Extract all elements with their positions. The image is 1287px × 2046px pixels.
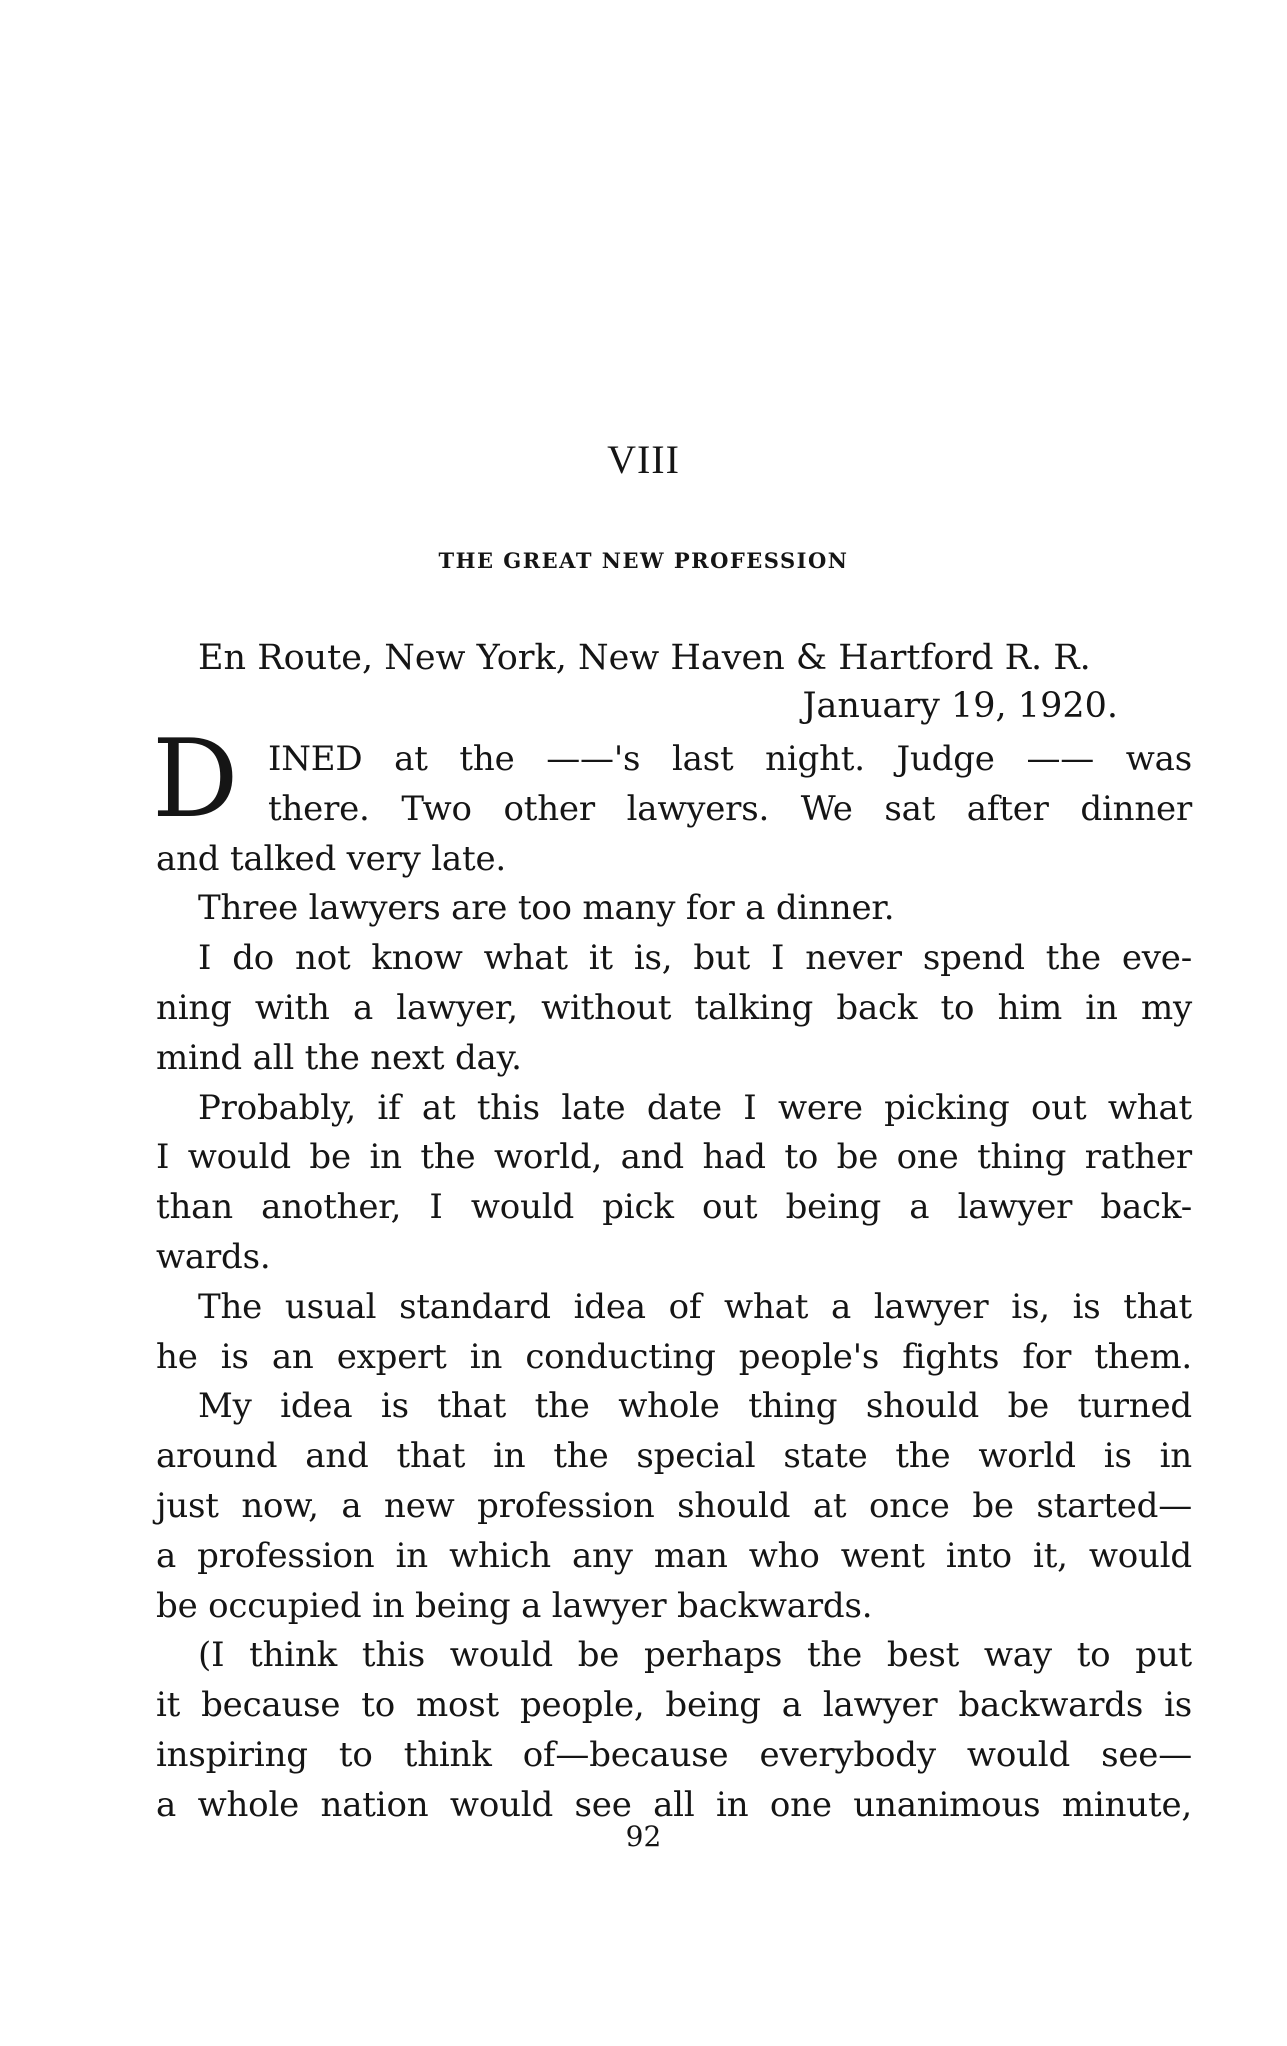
- paragraph-line: wards.: [156, 1236, 271, 1277]
- chapter-number: VIII: [607, 437, 680, 482]
- body-paragraphs: [156, 884, 1192, 1830]
- paragraph: [156, 1084, 1192, 1283]
- paragraph-line: he is an expert in conducting people's fights for them.: [156, 1336, 1192, 1377]
- paragraph-line: Probably, if at this late date I were picking out what: [198, 1087, 1192, 1128]
- paragraph-line: there. Two other lawyers. We sat after dinner: [268, 788, 1192, 829]
- paragraph: [156, 1283, 1192, 1383]
- paragraph-line: (I think this would be perhaps the best way to put: [198, 1635, 1192, 1676]
- paragraph: [156, 1382, 1192, 1631]
- paragraph-line: than another, I would pick out being a lawyer back-: [156, 1187, 1192, 1228]
- paragraph-line: mind all the next day.: [156, 1037, 522, 1078]
- drop-cap: D: [152, 717, 239, 842]
- first-paragraph: [156, 735, 1192, 884]
- paragraph-line: ning with a lawyer, without talking back to him in my: [156, 987, 1192, 1028]
- paragraph-line: around and that in the special state the world is in: [156, 1436, 1192, 1477]
- page-number: 92: [625, 1820, 662, 1853]
- paragraph-line: be occupied in being a lawyer backwards.: [156, 1585, 873, 1626]
- paragraph-line: INED at the ——'s last night. Judge —— was: [268, 739, 1192, 779]
- paragraph-line: a profession in which any man who went into it, would: [156, 1535, 1192, 1576]
- paragraph-line: a whole nation would see all in one unanimous minute,: [156, 1784, 1192, 1825]
- paragraph-line: I would be in the world, and had to be one thing rather: [156, 1137, 1192, 1178]
- paragraph-line: and talked very late.: [156, 838, 506, 879]
- paragraph-line: My idea is that the whole thing should be turned: [198, 1386, 1192, 1427]
- paragraph-line: inspiring to think of—because everybody would see—: [156, 1734, 1192, 1775]
- paragraph-line: just now, a new profession should at once be started—: [156, 1485, 1192, 1526]
- dateline-date: January 19, 1920.: [802, 686, 1118, 726]
- paragraph-line: I do not know what it is, but I never spend the eve-: [198, 938, 1192, 979]
- paragraph-line: Three lawyers are too many for a dinner.: [198, 888, 895, 929]
- paragraph: [156, 1631, 1192, 1830]
- dateline-location: En Route, New York, New Haven & Hartford R. R.: [198, 638, 1091, 678]
- paragraph: [156, 934, 1192, 1083]
- paragraph-line: The usual standard idea of what a lawyer is, is that: [198, 1286, 1192, 1327]
- chapter-title: THE GREAT NEW PROFESSION: [438, 548, 849, 573]
- paragraph-line: it because to most people, being a lawyer backwards is: [156, 1685, 1192, 1726]
- paragraph: [156, 884, 1192, 934]
